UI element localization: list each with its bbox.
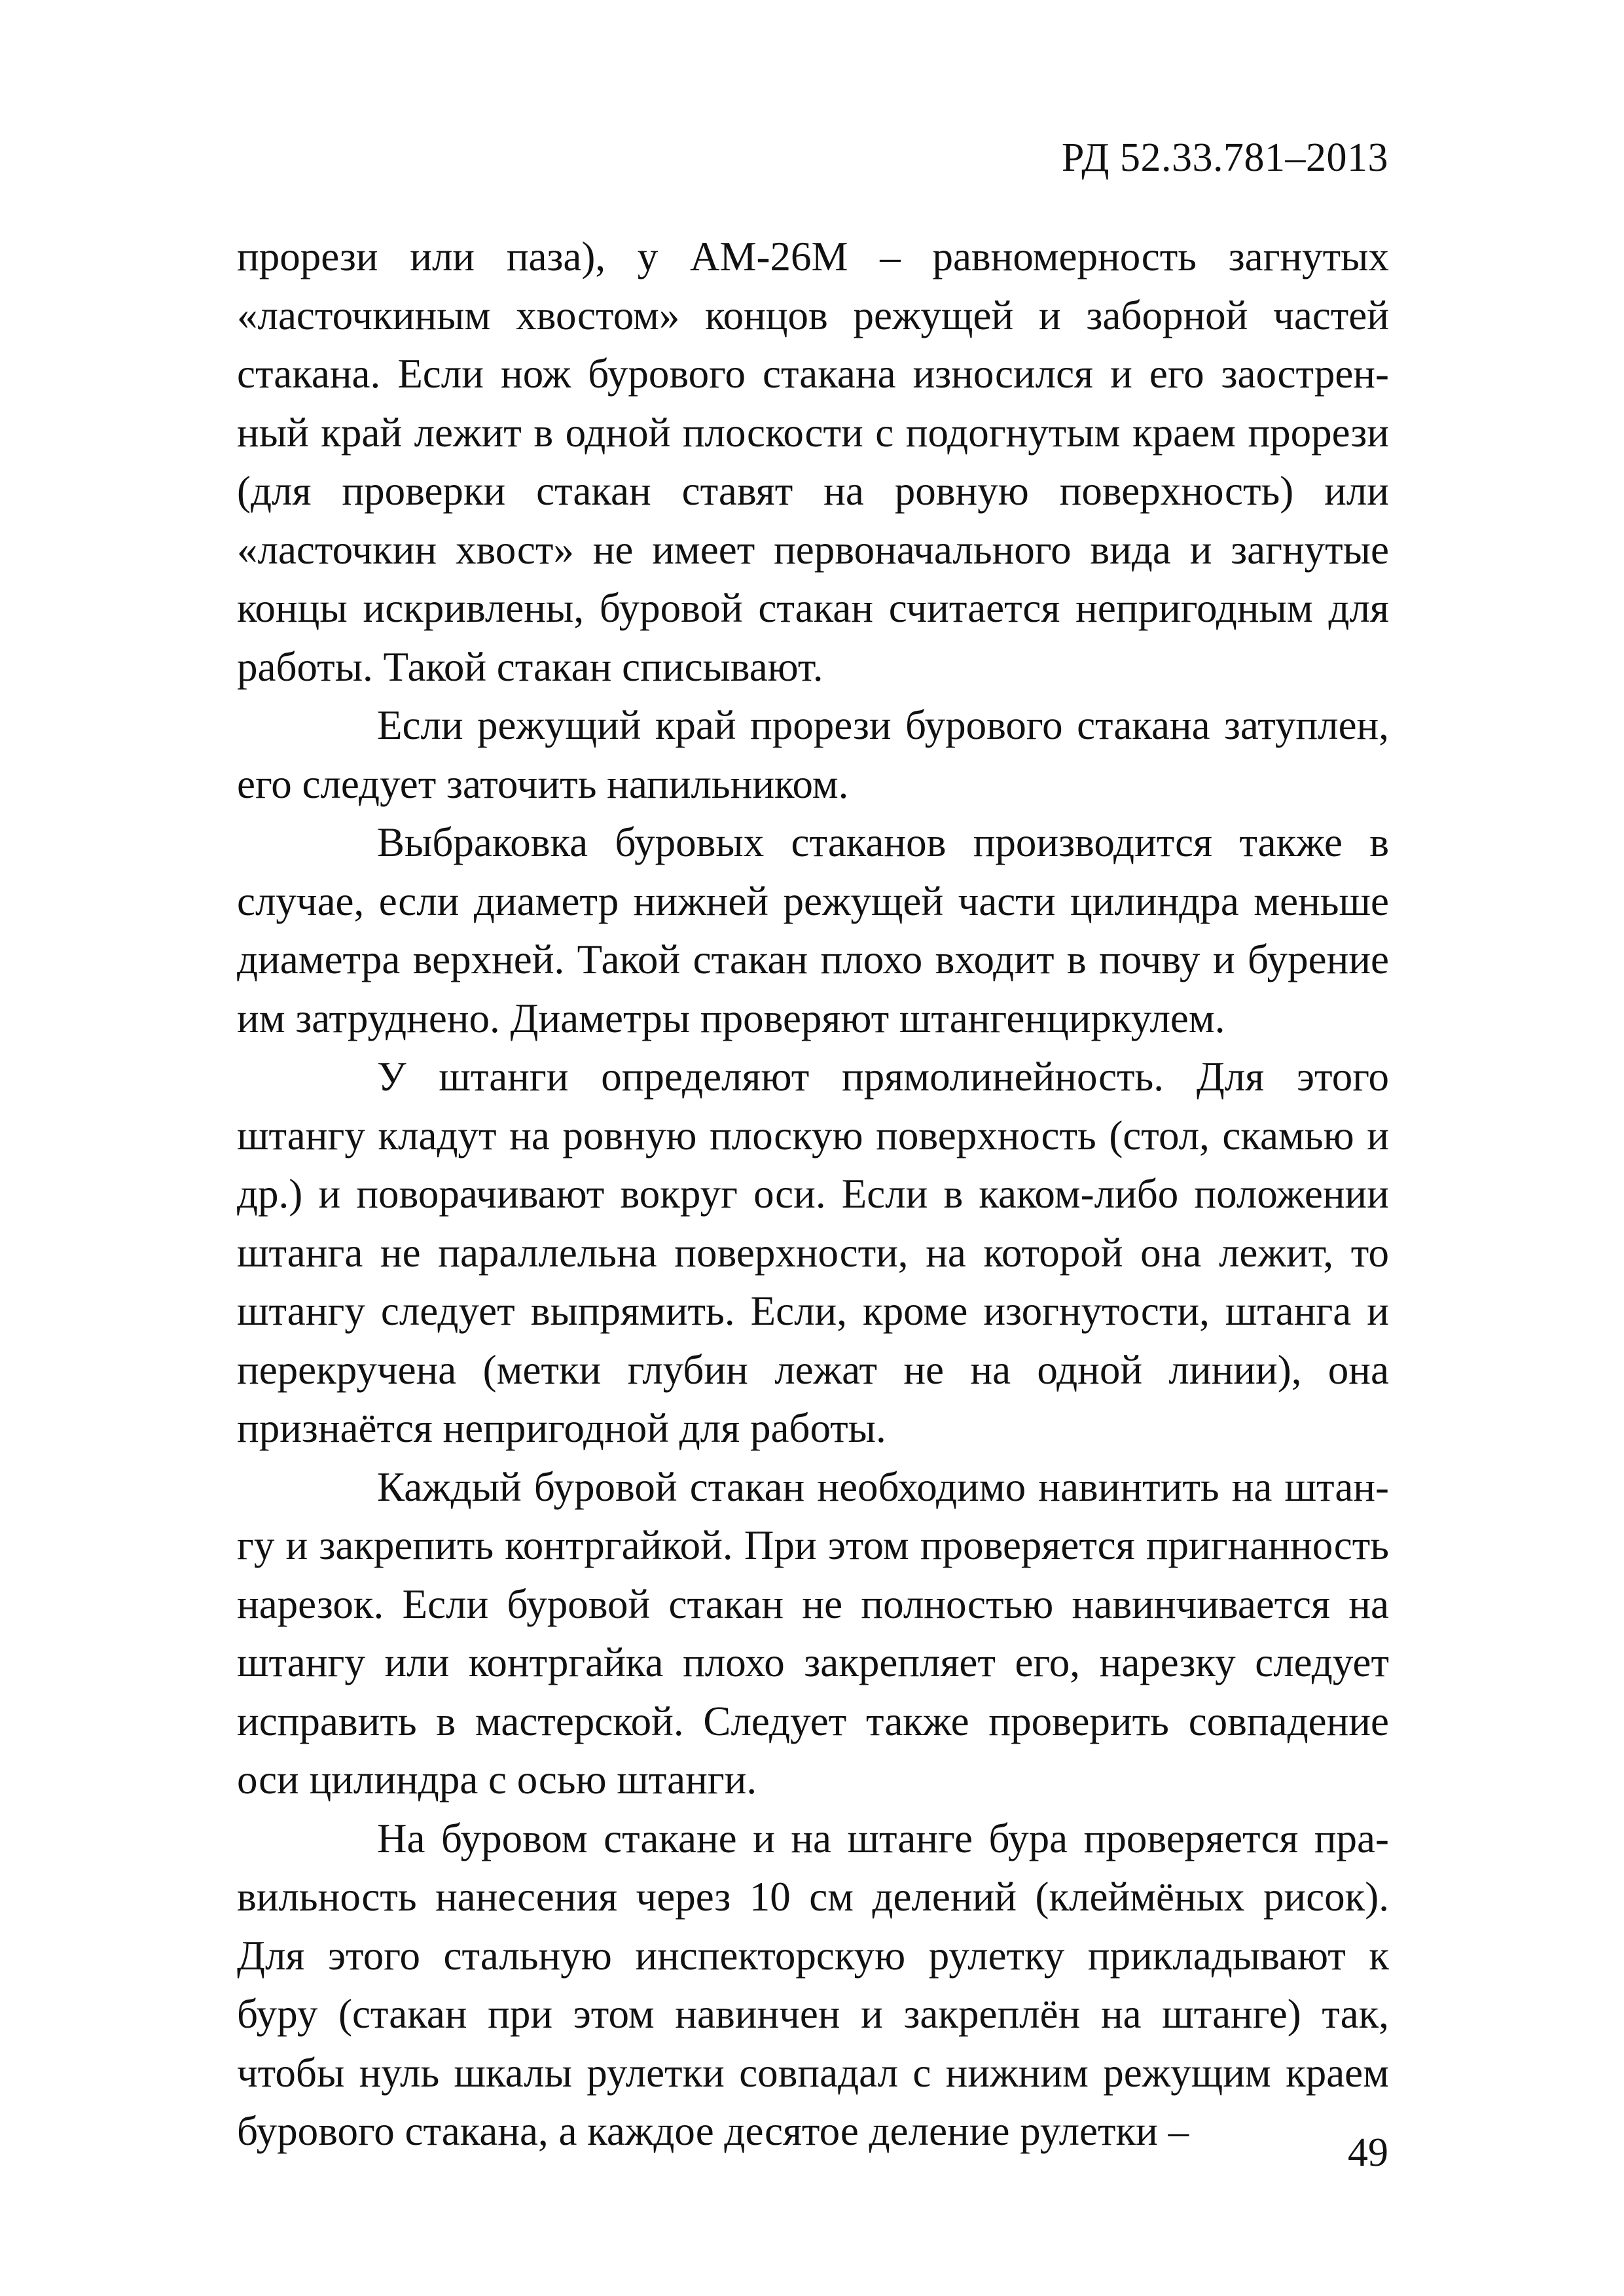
paragraph-continuation: прорези или паза), у АМ-26М – равномерность загнутых «ласточкиным хвостом» концов режущей и заборной частей стакана. Если нож бурового стакана износился и его заостренный край лежит в одной плоскости с подогнутым краем прорези (для проверки стакан ставят на ровную поверхность) или «ласточкин хвост» не имеет первоначального вида и загнутые концы искривлены, буровой стакан считается непригодным для работы. Такой стакан списывают. (237, 234, 1389, 690)
page-number: 49 (1348, 2130, 1388, 2175)
paragraph: На буровом стакане и на штанге бура проверяется правильность нанесения через 10 см делений (клеймёных рисок). Для этого стальную инспекторскую рулетку прикладывают к буру (стакан при этом навинчен и закреплён на штанге) так, чтобы нуль шкалы рулетки совпадал с нижним режущим краем бурового стакана, а каждое десятое деление рулетки – (237, 1815, 1389, 2154)
paragraph: Выбраковка буровых стаканов производится также в случае, если диаметр нижней режущей части цилиндра меньше диаметра верхней. Такой стакан плохо входит в почву и бурение им затруднено. Диаметры проверяют штангенциркулем. (237, 819, 1389, 1041)
paragraph: У штанги определяют прямолинейность. Для этого штангу кладут на ровную плоскую поверхность (стол, скамью и др.) и поворачивают вокруг оси. Если в каком-либо положении штанга не параллельна поверхности, на которой она лежит, то штангу следует выпрямить. Если, кроме изогнутости, штанга и перекручена (метки глубин лежат не на одной линии), она признаётся непригодной для работы. (237, 1054, 1389, 1451)
paragraph: Если режущий край прорези бурового стакана затуплен, его следует заточить напильником. (237, 702, 1389, 807)
paragraph: Каждый буровой стакан необходимо навинтить на штангу и закрепить контргайкой. При этом проверяется пригнанность нарезок. Если буровой стакан не полностью навинчивается на штангу или контргайка плохо закрепляет его, нарезку следует исправить в мастерской. Следует также проверить совпадение оси цилиндра с осью штанги. (237, 1463, 1389, 1803)
body-text (237, 228, 1389, 2161)
document-code-header: РД 52.33.781–2013 (1061, 135, 1388, 180)
